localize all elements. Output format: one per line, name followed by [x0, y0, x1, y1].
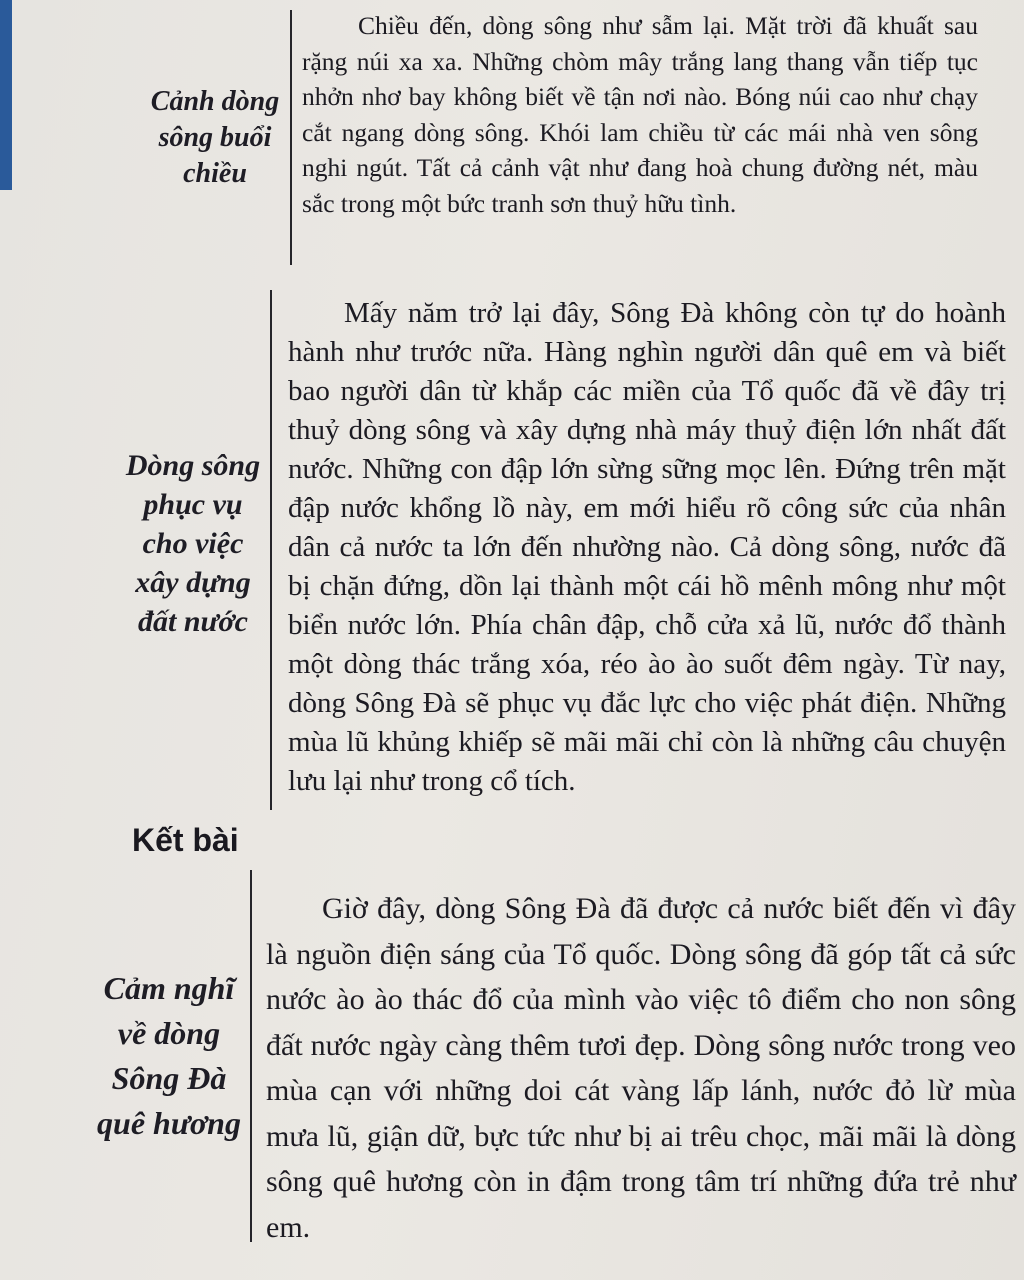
section-divider-line: [270, 290, 272, 810]
label-line: Dòng sông: [125, 449, 261, 482]
label-line: Cảnh dòng: [150, 86, 280, 117]
book-cover-edge: [0, 0, 12, 190]
margin-label-feelings-song-da: [86, 966, 252, 1146]
label-line: về dòng: [117, 1015, 221, 1051]
label-line: sông buổi: [158, 122, 272, 153]
label-line: quê hương: [97, 1105, 241, 1141]
label-line: xây dựng: [135, 566, 251, 599]
label-line: Cảm nghĩ: [103, 970, 235, 1006]
paragraph-text: Giờ đây, dòng Sông Đà đã được cả nước biết đến vì đây là nguồn điện sáng của Tổ quốc. Dòng sông đã góp tất cả sức nước ào ào thác đổ của mình vào việc tô điểm cho non sông đất nước ngày càng thêm tươi đẹp. Dòng sông nước trong veo mùa cạn với những doi cát vàng lấp lánh, nước đỏ lừ mùa mưa lũ, giận dữ, bực tức như bị ai trêu chọc, mãi mãi là dòng sông quê hương còn in đậm trong tâm trí những đứa trẻ như em.: [266, 892, 1016, 1244]
paragraph-feelings-song-da: [266, 886, 1016, 1250]
paragraph-evening-river: [302, 8, 978, 221]
label-line: đất nước: [138, 605, 248, 638]
margin-label-evening-river: [140, 84, 290, 192]
paragraph-text: Chiều đến, dòng sông như sẫm lại. Mặt trời đã khuất sau rặng núi xa xa. Những chòm mây trắng lang thang vẫn tiếp tục nhởn nhơ bay không biết về tận nơi nào. Bóng núi cao như chạy cắt ngang dòng sông. Khói lam chiều từ các mái nhà ven sông nghi ngút. Tất cả cảnh vật như đang hoà chung đường nét, màu sắc trong một bức tranh sơn thuỷ hữu tình.: [302, 11, 978, 218]
label-line: Sông Đà: [111, 1060, 227, 1096]
section-heading-conclusion: Kết bài: [132, 822, 239, 858]
section-divider-line: [250, 870, 252, 1242]
margin-label-river-serving-nation: [112, 446, 274, 641]
label-line: phục vụ: [143, 488, 243, 521]
paragraph-river-serving-nation: [288, 294, 1006, 801]
section-divider-line: [290, 10, 292, 265]
label-line: chiều: [183, 158, 247, 189]
label-line: cho việc: [142, 527, 244, 560]
paragraph-text: Mấy năm trở lại đây, Sông Đà không còn tự do hoành hành như trước nữa. Hàng nghìn người dân quê em và biết bao người dân từ khắp các miền của Tổ quốc đã về đây trị thuỷ dòng sông và xây dựng nhà máy thuỷ điện lớn nhất đất nước. Những con đập lớn sừng sững mọc lên. Đứng trên mặt đập nước khổng lồ này, em mới hiểu rõ công sức của nhân dân cả nước ta lớn đến nhường nào. Cả dòng sông, nước đã bị chặn đứng, dồn lại thành một cái hồ mênh mông như một biển nước lớn. Phía chân đập, chỗ cửa xả lũ, nước đổ thành một dòng thác trắng xóa, réo ào ào suốt đêm ngày. Từ nay, dòng Sông Đà sẽ phục vụ đắc lực cho việc phát điện. Những mùa lũ khủng khiếp sẽ mãi mãi chỉ còn là những câu chuyện lưu lại như trong cổ tích.: [288, 297, 1006, 797]
